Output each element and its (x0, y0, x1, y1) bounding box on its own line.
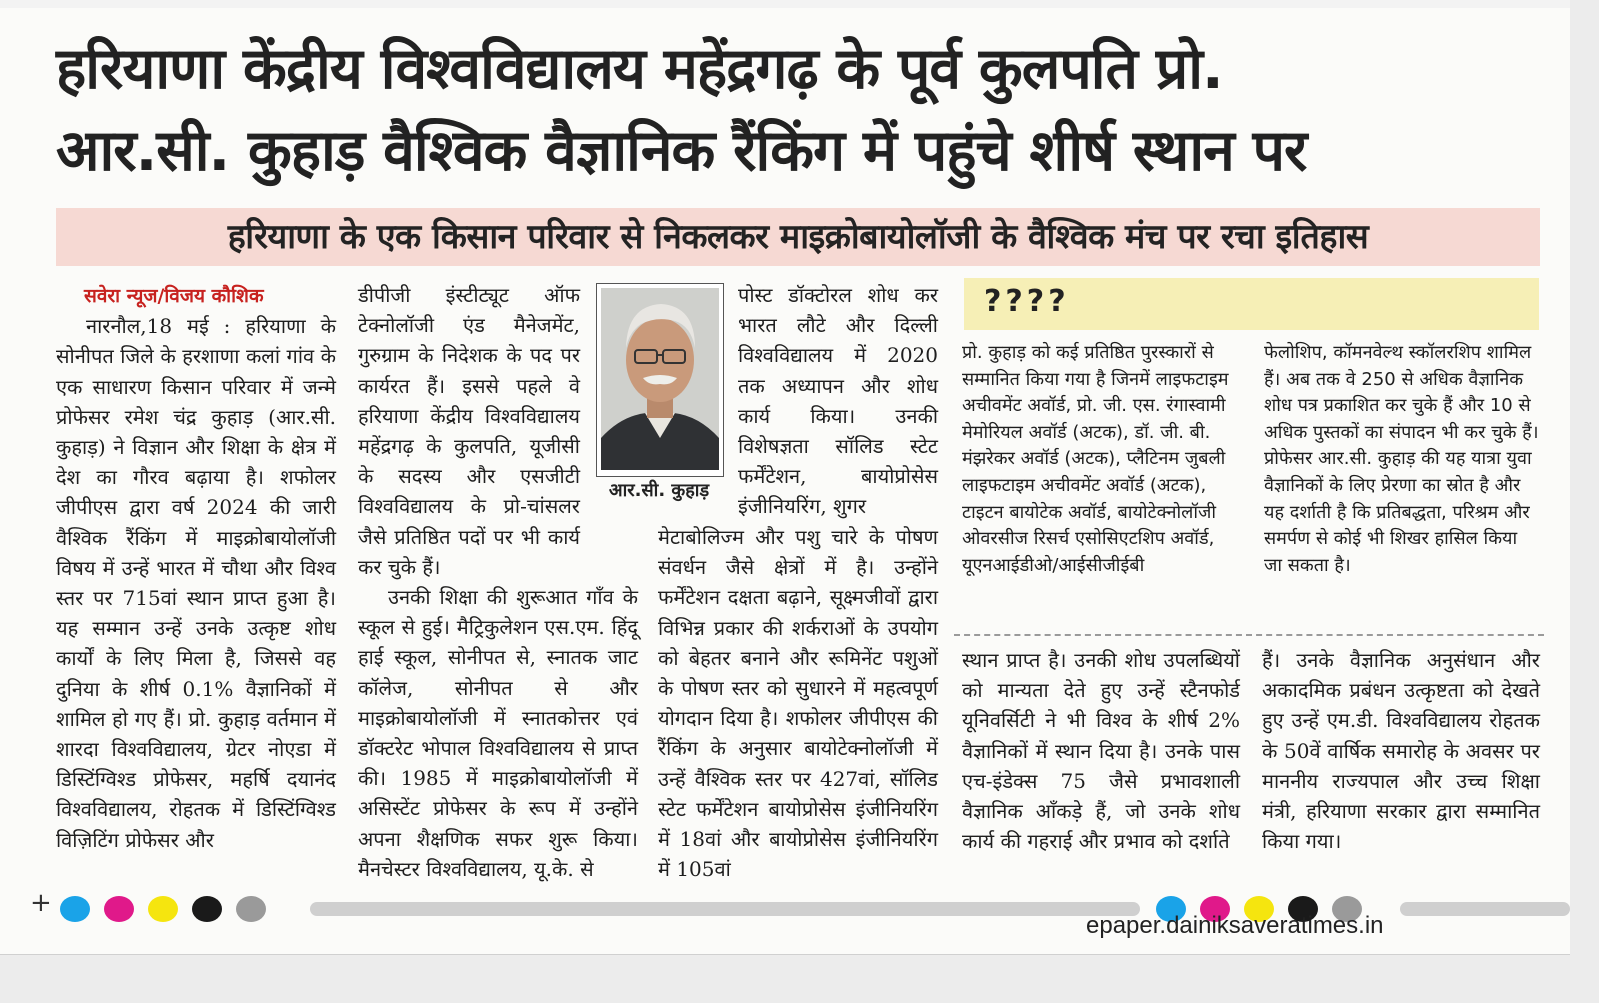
article-column-5 (1262, 645, 1540, 856)
sidebar-column-2 (1264, 340, 1539, 579)
byline: सवेरा न्यूज/विजय कौशिक (84, 285, 264, 307)
sidebar-title-box (964, 278, 1539, 330)
epaper-url: epaper.dainiksaveratimes.in (1086, 912, 1384, 939)
sidebar-column-2-text: फेलोशिप, कॉमनवेल्थ स्कॉलरशिप शामिल हैं। अब तक वे 250 से अधिक वैज्ञानिक शोध पत्र प्रकाशित कर चुके हैं और 10 से अधिक पुस्तकों का संपादन भी कर चुके हैं। प्रोफेसर आर.सी. कुहाड़ की यह यात्रा युवा वैज्ञानिकों के लिए प्रेरणा का स्रोत है और यह दर्शाती है कि प्रतिबद्धता, परिश्रम और समर्पण से कोई भी शिखर हासिल किया जा सकता है। (1264, 342, 1539, 576)
print-gray-bar-right (1400, 902, 1570, 916)
article-column-3-top (738, 280, 938, 522)
sidebar-column-1 (962, 340, 1240, 579)
registration-mark: + (30, 888, 52, 918)
page-top-strip (0, 0, 1570, 8)
column-2-text-a: डीपीजी इंस्टीट्यूट ऑफ टेक्नोलॉजी एंड मैनेजमेंट, गुरुग्राम के निदेशक के पद पर कार्यरत हैं। इससे पहले वे हरियाणा केंद्रीय विश्वविद्यालय महेंद्रगढ़ के कुलपति, यूजीसी के सदस्य और एसजीटी विश्वविद्यालय के प्रो-चांसलर जैसे प्रतिष्ठित पदों पर भी कार्य कर चुके हैं। (358, 283, 580, 579)
portrait-illustration (601, 288, 719, 470)
yellow-color-dot (148, 896, 178, 922)
article-column-4 (962, 645, 1240, 856)
article-column-1 (56, 280, 336, 855)
print-gray-bar-left (310, 902, 1140, 916)
magenta-color-dot (104, 896, 134, 922)
sidebar-column-1-text: प्रो. कुहाड़ को कई प्रतिष्ठित पुरस्कारों से सम्मानित किया गया है जिनमें लाइफटाइम अचीवमेंट अवॉर्ड, प्रो. जी. एस. रंगास्वामी मेमोरियल अवॉर्ड (अटक), डॉ. जी. बी. मंझरेकर अवॉर्ड (अटक), प्लैटिनम जुबली लाइफटाइम अचीवमेंट अवॉर्ड (अटक), टाइटन बायोटेक अवॉर्ड, बायोटेक्नोलॉजी ओवरसीज रिसर्च एसोसिएटशिप अवॉर्ड, यूएनआईडीओ/आईसीजीईबी (962, 342, 1229, 576)
sidebar-title: ???? (984, 284, 1070, 319)
column-4-text: स्थान प्राप्त है। उनकी शोध उपलब्धियों को मान्यता देते हुए उन्हें स्टैनफोर्ड यूनिवर्सिटी ने भी विश्व के शीर्ष 2% वैज्ञानिकों में स्थान दिया है। उनके पास एच-इंडेक्स 75 जैसे प्रभावशाली वैज्ञानिक आँकड़े हैं, जो उनके शोध कार्य की गहराई और प्रभाव को दर्शाते (962, 648, 1240, 854)
article-column-3-bottom (658, 522, 938, 884)
headline-line-1: हरियाणा केंद्रीय विश्वविद्यालय महेंद्रगढ़ के पूर्व कुलपति प्रो. (56, 36, 1223, 102)
photo-caption: आर.सी. कुहाड़ (608, 480, 710, 501)
gray-color-dot (236, 896, 266, 922)
article-column-2-lower (358, 582, 638, 884)
portrait-photo-frame (596, 283, 724, 477)
subheadline: हरियाणा के एक किसान परिवार से निकलकर माइक्रोबायोलॉजी के वैश्विक मंच पर रचा इतिहास (56, 208, 1540, 266)
page-bottom-edge (0, 954, 1570, 955)
sidebar-divider (954, 634, 1544, 636)
black-color-dot (192, 896, 222, 922)
portrait-photo (601, 288, 719, 470)
headline-line-2: आर.सी. कुहाड़ वैश्विक वैज्ञानिक रैंकिंग में पहुंचे शीर्ष स्थान पर (56, 118, 1307, 184)
column-3-text-bottom: मेटाबोलिज्म और पशु चारे के पोषण संवर्धन जैसे क्षेत्रों में है। उन्होंने फर्मेंटेशन दक्षता बढ़ाने, सूक्ष्मजीवों द्वारा विभिन्न प्रकार की शर्कराओं के उपयोग को बेहतर बनाने और रूमिनेंट पशुओं के पोषण स्तर को सुधारने में महत्वपूर्ण योगदान दिया है। शफोलर जीपीएस की रैंकिंग के अनुसार बायोटेक्नोलॉजी में उन्हें वैश्विक स्तर पर 427वां, सॉलिड स्टेट फर्मेंटेशन बायोप्रोसेस इंजीनियरिंग में 18वां और बायोप्रोसेस इंजीनियरिंग में 105वां (658, 525, 938, 882)
cyan-color-dot (60, 896, 90, 922)
column-5-text: हैं। उनके वैज्ञानिक अनुसंधान और अकादमिक प्रबंधन उत्कृष्टता को देखते हुए उन्हें एम.डी. विश्वविद्यालय रोहतक के 50वें वार्षिक समारोह के अवसर पर माननीय राज्यपाल और उच्च शिक्षा मंत्री, हरियाणा सरकार द्वारा सम्मानित किया गया। (1262, 648, 1540, 854)
column-3-text-top: पोस्ट डॉक्टोरल शोध कर भारत लौटे और दिल्ली विश्वविद्यालय में 2020 तक अध्यापन और शोध कार्य किया। उनकी विशेषज्ञता सॉलिड स्टेट फर्मेंटेशन, बायोप्रोसेस इंजीनियरिंग, शुगर (738, 283, 938, 519)
article-column-2 (358, 280, 580, 582)
column-1-text: नारनौल,18 मई : हरियाणा के सोनीपत जिले के हरशाणा कलां गांव के एक साधारण किसान परिवार में जन्मे प्रोफेसर रमेश चंद्र कुहाड़ (आर.सी. कुहाड़) ने विज्ञान और शिक्षा के क्षेत्र में देश का गौरव बढ़ाया है। शफोलर जीपीएस द्वारा वर्ष 2024 की जारी वैश्विक रैंकिंग में माइक्रोबायोलॉजी विषय में उन्हें भारत में चौथा और विश्व स्तर पर 715वां स्थान प्राप्त हुआ है। यह सम्मान उन्हें उनके उत्कृष्ट शोध कार्यों के लिए मिला है, जिससे वह दुनिया के शीर्ष 0.1% वैज्ञानिकों में शामिल हो गए हैं। प्रो. कुहाड़ वर्तमान में शारदा विश्वविद्यालय, ग्रेटर नोएडा में डिस्टिंग्विश्ड प्रोफेसर, महर्षि दयानंद विश्वविद्यालय, रोहतक में डिस्टिंग्विश्ड विज़िटिंग प्रोफेसर और (56, 314, 336, 852)
column-2-text-b: उनकी शिक्षा की शुरूआत गाँव के स्कूल से हुई। मैट्रिकुलेशन एस.एम. हिंदू हाई स्कूल, सोनीपत से, स्नातक जाट कॉलेज, सोनीपत से और माइक्रोबायोलॉजी में स्नातकोत्तर एवं डॉक्टरेट भोपाल विश्वविद्यालय से प्राप्त की। 1985 में माइक्रोबायोलॉजी में असिस्टेंट प्रोफेसर के रूप में उन्होंने अपना शैक्षणिक सफर शुरू किया। मैनचेस्टर विश्वविद्यालय, यू.के. से (358, 585, 638, 881)
